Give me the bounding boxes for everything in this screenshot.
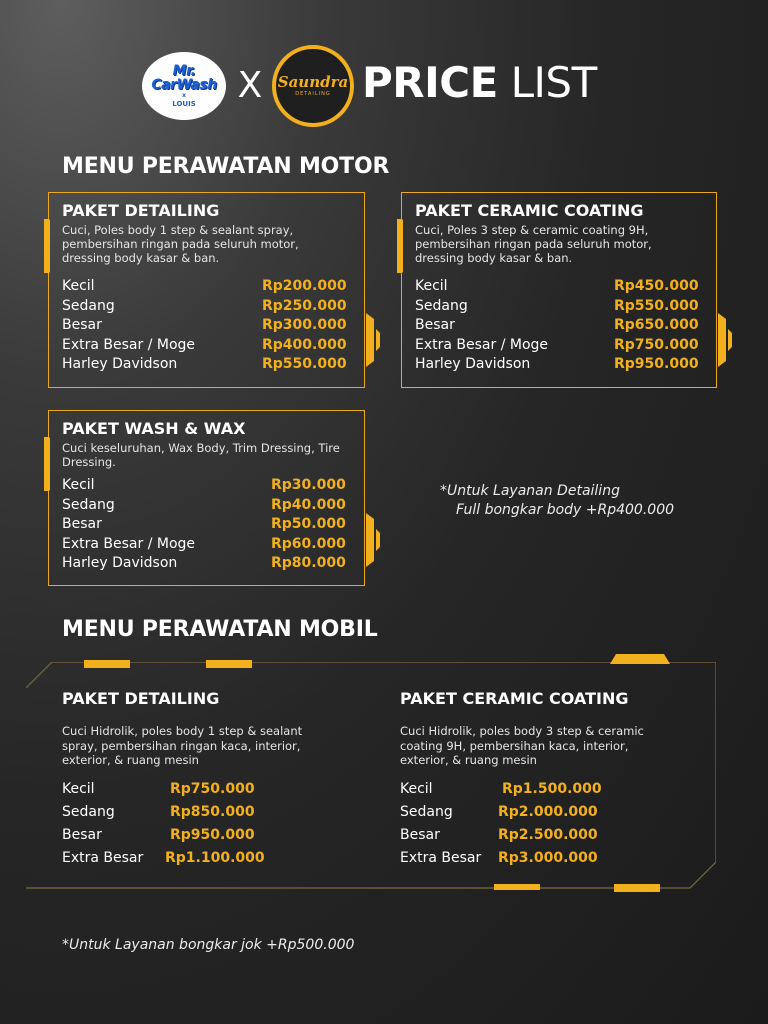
motor-wash-desc: Cuci keseluruhan, Wax Body, Trim Dressing, Tire Dressing.: [62, 441, 340, 469]
size-label: Kecil: [62, 781, 95, 797]
panel-accent-tab: [610, 654, 670, 664]
size-label: Kecil: [400, 781, 433, 797]
price-row: [62, 496, 344, 516]
card-accent-left: [44, 437, 50, 491]
mobil-detailing-desc: Cuci Hidrolik, poles body 1 step & sealant spray, pembersihan ringan kaca, interior, exterior, & ruang mesin: [62, 724, 303, 767]
size-label: Extra Besar: [62, 850, 144, 866]
motor-wash-wax-card: [48, 410, 365, 586]
size-label: Kecil: [415, 278, 448, 294]
motor-detailing-card: [48, 192, 365, 388]
motor-detailing-desc: Cuci, Poles body 1 step & sealant spray, pembersihan ringan pada seluruh motor, dressing body kasar & ban.: [62, 223, 299, 265]
price-row: [62, 515, 344, 535]
price-value: Rp60.000: [271, 535, 346, 552]
motor-ceramic-card: [401, 192, 717, 388]
price-row: [62, 778, 302, 801]
price-value: Rp1.500.000: [502, 781, 602, 797]
motor-ceramic-title: PAKET CERAMIC COATING: [415, 201, 644, 220]
size-label: Kecil: [62, 477, 95, 493]
price-value: Rp30.000: [271, 477, 346, 493]
title-light: LIST: [510, 58, 597, 107]
size-label: Harley Davidson: [415, 356, 531, 372]
size-label: Kecil: [62, 278, 95, 294]
price-value: Rp40.000: [271, 496, 346, 513]
price-row: [400, 847, 660, 870]
card-accent-right: [718, 313, 734, 367]
size-label: Harley Davidson: [62, 555, 178, 571]
size-label: Sedang: [62, 804, 115, 820]
title-bold: PRICE: [362, 58, 498, 107]
price-rows: [62, 277, 347, 375]
section-title-motor: MENU PERAWATAN MOTOR: [62, 154, 390, 179]
page-title: [362, 58, 597, 108]
price-value: Rp400.000: [262, 336, 347, 353]
logo-mr-text-x: x: [182, 92, 186, 99]
card-accent-left: [44, 219, 50, 273]
price-rows: [415, 277, 697, 375]
price-value: Rp550.000: [614, 297, 699, 314]
size-label: Extra Besar: [400, 850, 482, 866]
size-label: Harley Davidson: [62, 356, 178, 372]
size-label: Besar: [400, 827, 440, 843]
price-row: [62, 297, 347, 317]
motor-wash-title: PAKET WASH & WAX: [62, 419, 246, 438]
size-label: Extra Besar / Moge: [62, 535, 196, 552]
price-value: Rp50.000: [271, 516, 346, 532]
price-value: Rp250.000: [262, 297, 347, 314]
size-label: Sedang: [62, 496, 115, 513]
price-rows: [62, 778, 302, 870]
price-row: [62, 824, 302, 847]
price-row: [62, 277, 347, 297]
size-label: Extra Besar / Moge: [415, 336, 549, 353]
section-title-mobil: MENU PERAWATAN MOBIL: [62, 617, 378, 642]
size-label: Sedang: [400, 804, 453, 820]
size-label: Sedang: [62, 297, 115, 314]
price-rows: [400, 778, 660, 870]
logo-mr-text-1: Mr.: [172, 63, 196, 79]
panel-accent-bar: [614, 884, 660, 892]
panel-accent-bar: [84, 660, 130, 668]
price-row: [415, 336, 697, 356]
mr-carwash-logo: [142, 52, 226, 120]
price-row: [62, 336, 347, 356]
price-value: Rp550.000: [262, 356, 347, 372]
price-row: [415, 355, 697, 375]
mobil-detailing-title: PAKET DETAILING: [62, 689, 220, 708]
note-line: *Untuk Layanan Detailing: [440, 483, 620, 499]
logo-mr-text-2: CarWash: [151, 77, 217, 93]
collab-separator: X: [237, 65, 263, 106]
price-row: [400, 778, 660, 801]
size-label: Extra Besar / Moge: [62, 336, 196, 353]
logo-saundra-text-1: Saundra: [277, 73, 349, 91]
mobil-ceramic-desc: Cuci Hidrolik, poles body 3 step & ceramic coating 9H, pembersihan kaca, interior, exterior, & ruang mesin: [400, 724, 644, 767]
price-value: Rp3.000.000: [498, 850, 598, 866]
motor-ceramic-desc: Cuci, Poles 3 step & ceramic coating 9H, pembersihan ringan pada seluruh motor, dressing body kasar & ban.: [415, 223, 652, 265]
price-row: [62, 554, 344, 574]
price-value: Rp650.000: [614, 317, 699, 333]
price-value: Rp950.000: [170, 827, 255, 843]
price-value: Rp1.100.000: [165, 850, 265, 866]
mobil-jok-note: *Untuk Layanan bongkar jok +Rp500.000: [62, 937, 355, 953]
logo-saundra-text-2: DETAILING: [295, 91, 331, 97]
price-value: Rp950.000: [614, 356, 699, 372]
price-row: [62, 476, 344, 496]
price-row: [62, 535, 344, 555]
panel-accent-bar: [494, 884, 540, 890]
panel-accent-bar: [206, 660, 252, 668]
price-row: [415, 297, 697, 317]
price-row: [415, 277, 697, 297]
card-accent-right: [366, 513, 382, 567]
size-label: Besar: [62, 516, 102, 532]
price-row: [62, 316, 347, 336]
motor-detailing-note: [440, 482, 710, 520]
price-value: Rp750.000: [170, 781, 255, 797]
size-label: Sedang: [415, 297, 468, 314]
card-accent-left: [397, 219, 403, 273]
mobil-ceramic-title: PAKET CERAMIC COATING: [400, 689, 629, 708]
price-rows: [62, 476, 344, 574]
price-value: Rp2.500.000: [498, 827, 598, 843]
price-value: Rp300.000: [262, 317, 347, 333]
size-label: Besar: [62, 827, 102, 843]
price-value: Rp2.000.000: [498, 804, 598, 820]
price-value: Rp80.000: [271, 555, 346, 571]
price-row: [62, 847, 302, 870]
price-value: Rp750.000: [614, 336, 699, 353]
price-row: [400, 801, 660, 824]
motor-detailing-title: PAKET DETAILING: [62, 201, 220, 220]
price-value: Rp200.000: [262, 278, 347, 294]
price-value: Rp850.000: [170, 804, 255, 820]
price-row: [62, 355, 347, 375]
note-line: Full bongkar body +Rp400.000: [456, 502, 675, 518]
price-row: [400, 824, 660, 847]
logo-mr-text-3: LOUIS: [172, 100, 196, 108]
saundra-detailing-logo: [272, 45, 354, 127]
size-label: Besar: [62, 317, 102, 333]
card-accent-right: [366, 313, 382, 367]
price-value: Rp450.000: [614, 278, 699, 294]
price-row: [415, 316, 697, 336]
price-row: [62, 801, 302, 824]
mobil-panel: [26, 662, 716, 890]
size-label: Besar: [415, 317, 455, 333]
